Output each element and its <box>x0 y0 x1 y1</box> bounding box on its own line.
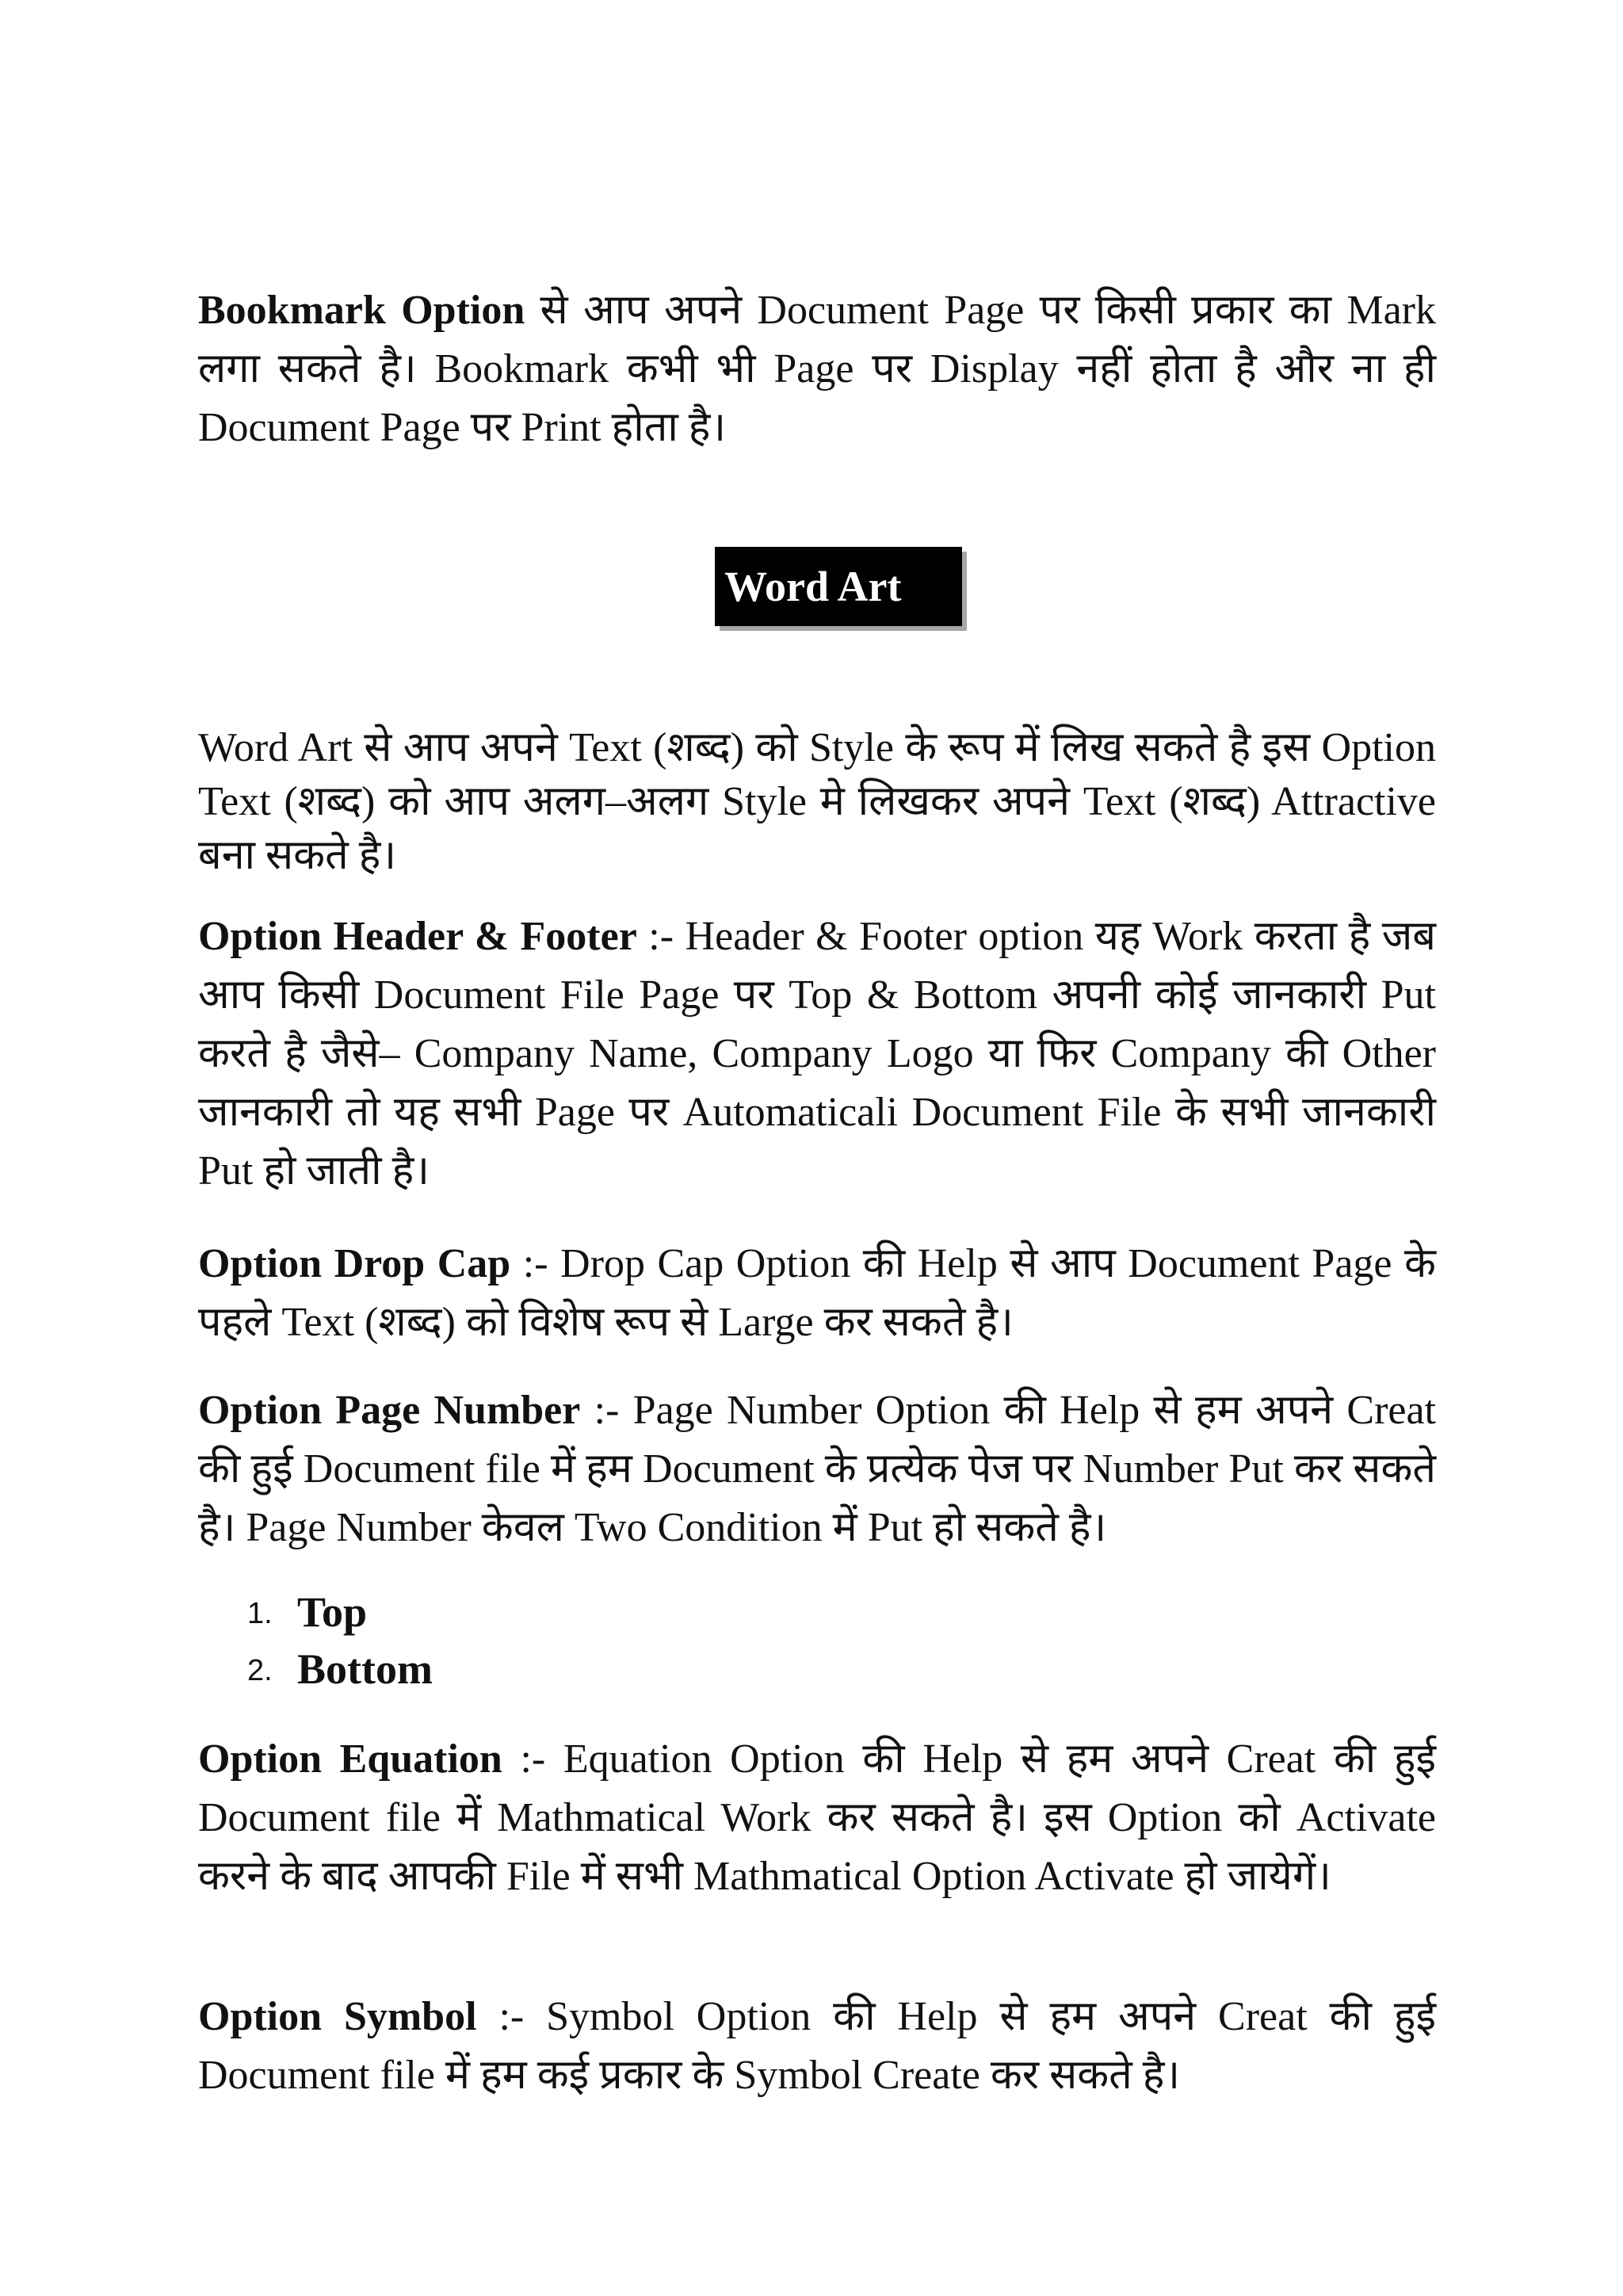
header-footer-paragraph <box>198 907 1436 1201</box>
list-item-number: 1. <box>247 1597 273 1630</box>
wordart-paragraph: Word Art से आप अपने Text (शब्द) को Style के रूप में लिख सकते है इस Option Text (शब्द) को आप अलग–अलग Style मे लिखकर अपने Text (शब्द) Attractive बना सकते है। <box>198 725 1436 878</box>
symbol-section <box>198 1988 1436 2105</box>
symbol-paragraph <box>198 1988 1436 2105</box>
page-number-text: :- Page Number Option की Help से हम अपने Creat की हुई Document file में हम Document के प्रत्येक पेज पर Number Put कर सकते है। Page Number केवल Two Condition में Put हो सकते है। <box>198 1388 1436 1550</box>
page-number-section <box>198 1381 1436 1557</box>
drop-cap-section <box>198 1235 1436 1352</box>
page-number-term: Option Page Number <box>198 1388 581 1433</box>
header-footer-term: Option Header & Footer <box>198 914 637 959</box>
equation-paragraph <box>198 1730 1436 1906</box>
wordart-section <box>198 721 1436 883</box>
bookmark-term: Bookmark Option <box>198 288 525 333</box>
equation-section <box>198 1730 1436 1906</box>
list-item-label: Top <box>297 1588 368 1636</box>
page-number-positions-list <box>198 1584 1436 1698</box>
list-item <box>198 1641 1436 1698</box>
page-number-paragraph <box>198 1381 1436 1557</box>
header-footer-section <box>198 907 1436 1201</box>
symbol-text: :- Symbol Option की Help से हम अपने Creat की हुई Document file में हम कई प्रकार के Symbol Create कर सकते है। <box>198 1994 1436 2098</box>
list-item-number: 2. <box>247 1654 273 1687</box>
drop-cap-paragraph <box>198 1235 1436 1352</box>
equation-term: Option Equation <box>198 1736 502 1782</box>
bookmark-text: से आप अपने Document Page पर किसी प्रकार का Mark लगा सकते है। Bookmark कभी भी Page पर Display नहीं होता है और ना ही Document Page पर Print होता है। <box>198 288 1436 450</box>
list-item-label: Bottom <box>297 1645 433 1693</box>
equation-text: :- Equation Option की Help से हम अपने Creat की हुई Document file में Mathmatical Work कर सकते है। इस Option को Activate करने के बाद आपकी File में सभी Mathmatical Option Activate हो जायेगें। <box>198 1736 1436 1899</box>
page-number-list-section <box>198 1584 1436 1698</box>
header-footer-text: :- Header & Footer option यह Work करता है जब आप किसी Document File Page पर Top & Bottom अपनी कोई जानकारी Put करते है जैसे– Company Name, Company Logo या फिर Company की Other जानकारी तो यह सभी Page पर Automaticali Document File के सभी जानकारी Put हो जाती है। <box>198 914 1437 1194</box>
drop-cap-text: :- Drop Cap Option की Help से आप Document Page के पहले Text (शब्द) को विशेष रूप से Large कर सकते है। <box>198 1241 1436 1345</box>
bookmark-section <box>198 281 1436 457</box>
list-item <box>198 1584 1436 1641</box>
word-art-heading: Word Art <box>715 547 962 626</box>
bookmark-paragraph <box>198 281 1436 457</box>
symbol-term: Option Symbol <box>198 1994 477 2039</box>
drop-cap-term: Option Drop Cap <box>198 1241 511 1286</box>
